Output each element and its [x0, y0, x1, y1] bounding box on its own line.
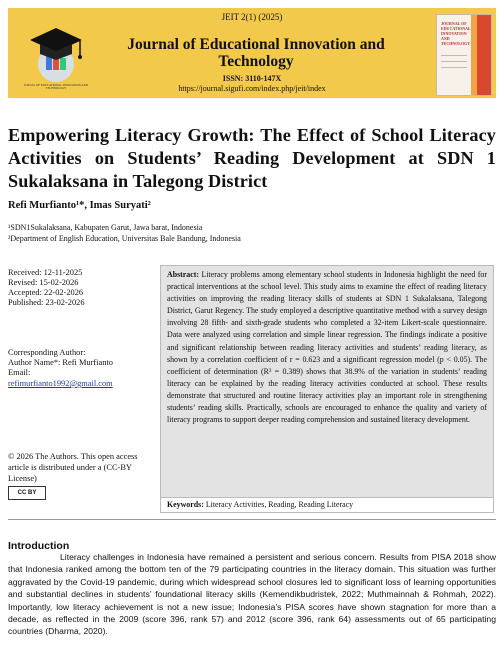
journal-cover-image [436, 14, 492, 96]
accepted-date: Accepted: 22-02-2026 [8, 288, 84, 297]
corresponding-label: Corresponding Author: [8, 348, 86, 357]
cover-stripe [477, 15, 491, 95]
journal-title: Journal of Educational Innovation and Technology [127, 36, 385, 70]
published-date: Published: 23-02-2026 [8, 298, 85, 307]
cover-line [441, 61, 467, 62]
author-email-link[interactable]: refimurfianto1992@gmail.com [8, 379, 113, 388]
received-date: Received: 12-11-2025 [8, 268, 83, 277]
paper-authors: Refi Murfianto¹*, Imas Suryati² [8, 200, 151, 211]
paper-title: Empowering Literacy Growth: The Effect of School Literacy Activities on Students’ Reading Development at SDN 1 Sukalaksana in Talegong District [8, 125, 496, 191]
revised-date: Revised: 15-02-2026 [8, 278, 79, 287]
cc-by-badge[interactable]: CC BY [8, 486, 46, 500]
section-divider [8, 519, 496, 520]
journal-issue: JEIT 2(1) (2025) [221, 12, 283, 22]
keywords-label: Keywords: [167, 500, 204, 509]
affiliation-1: ¹SDN1Sukalaksana, Kabupaten Garut, Jawa barat, Indonesia [8, 223, 203, 232]
abstract-box [160, 265, 494, 513]
cover-line [441, 67, 467, 68]
abstract-text: Literacy problems among elementary school students in Indonesia highlight the need for practical interventions at the school level. This study aims to examine the effect of reading literacy activities on improving the reading literacy skills of students at SDN 1 Sukalaksana, Talegong District, Garut Regency. The study employed a descriptive quantitative method with a survey design involving 28 fifth- and sixth-grade students who completed a 32-item Likert-scale questionnaire. Data were analyzed using correlation and simple linear regression. The findings indicate a positive and significant relationship between reading literacy activities and students’ reading literacy, as shown by a correlation coefficient of r = 0.623 and a significant regression model (p < 0.05). The coefficient of determination (R² = 0.389) shows that 38.9% of the variation in students’ reading literacy can be explained by the reading literacy activities conducted at school. These results demonstrate that structured and routine literacy activities play an important role in strengthening students’ reading skills. Practically, schools are encouraged to enhance the quality and variety of literacy programs to support deeper reading comprehension and sustained literacy development. [167, 270, 487, 425]
cover-title: JOURNAL OF EDUCATIONAL INNOVATION AND TECHNOLOGY [441, 21, 471, 46]
journal-url[interactable]: https://journal.sigufi.com/index.php/jeit/index [178, 84, 326, 93]
journal-header [8, 8, 496, 98]
keywords-box [160, 497, 494, 513]
license-text: © 2026 The Authors. This open access article is distributed under a (CC-BY License) [8, 452, 138, 483]
introduction-heading: Introduction [8, 540, 70, 552]
corresponding-author: Author Name*: Refi Murfianto [8, 358, 113, 367]
keywords-text: Literacy Activities, Reading, Reading Literacy [205, 500, 354, 509]
affiliation-2: ²Department of English Education, Universitas Bale Bandung, Indonesia [8, 234, 241, 243]
cover-line [441, 55, 467, 56]
email-label: Email: [8, 368, 31, 377]
abstract-label: Abstract: [167, 270, 199, 279]
journal-issn: ISSN: 3110-147X [222, 74, 282, 83]
introduction-text: Literacy challenges in Indonesia have remained a persistent and serious concern. Results from PISA 2018 show that Indonesia ranked among the bottom ten of the 79 participating countries in the literacy domain. This situation was further aggravated by the Covid-19 pandemic, during which widespread school closures led to significant loss of learning opportunities and substantial declines in students’ foundational literacy skills (Kemendikbudristek, 2022; Muthmainnah & Rohmah, 2022). Importantly, low literacy achievement is not a new issue; Indonesia’s PISA scores have shown stagnation for more than a decade, as reflected in the 2009 (score 396, rank 57) and 2012 (score 396, rank 64) assessments out of 65 participating countries (Dharma, 2020). [8, 552, 496, 637]
logo-caption: JURNAL OF EDUCATIONAL INNOVATION AND TECHNOLOGY [24, 83, 88, 90]
